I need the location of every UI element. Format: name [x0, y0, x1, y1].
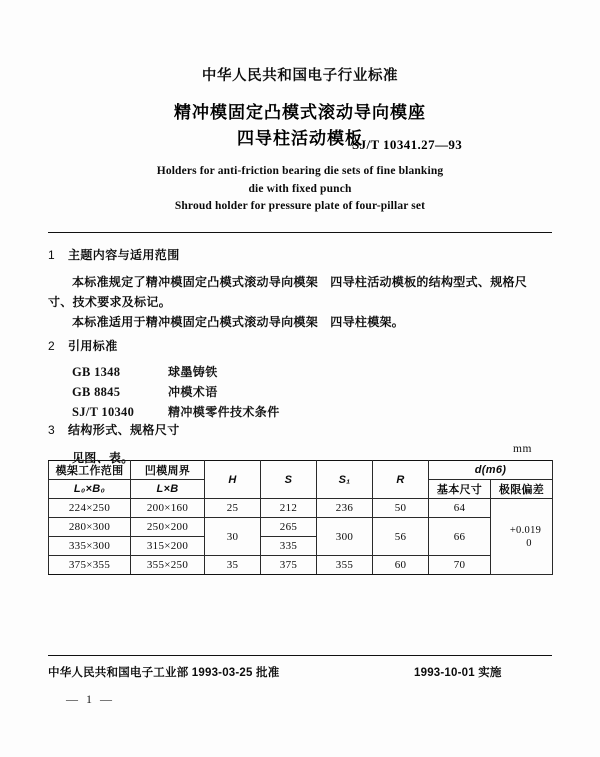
section-1-title: 主题内容与适用范围 [68, 248, 180, 262]
table-row [49, 499, 553, 518]
table-header-row-1 [49, 461, 553, 480]
standard-number: SJ/T 10341.27—93 [352, 137, 463, 152]
header-S: S [261, 461, 317, 499]
cell-S: 375 [261, 556, 317, 575]
reference-code: GB 1348 [72, 365, 121, 379]
cell-R: 50 [373, 499, 429, 518]
footer-approval-text: 中华人民共和国电子工业部 1993-03-25 批准 [48, 667, 280, 679]
section-3-number: 3 [48, 423, 56, 437]
footer-effective-date: 1993-10-01 实施 [414, 667, 502, 679]
header-divider-rule [48, 232, 552, 233]
page-title [0, 100, 600, 152]
english-title-line-1: Holders for anti-friction bearing die sets of fine blanking [156, 165, 444, 177]
reference-code: SJ/T 10340 [72, 405, 135, 419]
cell-H: 35 [205, 556, 261, 575]
table-row [49, 556, 553, 575]
list-item [72, 362, 280, 382]
tolerance-upper: +0.019 [509, 524, 542, 536]
header-d-deviation: 极限偏差 [491, 480, 553, 499]
english-title-line-2: die with fixed punch [248, 182, 352, 195]
cell-work-range: 375×355 [49, 556, 131, 575]
tolerance-lower: 0 [526, 537, 532, 549]
reference-name: 球墨铸铁 [168, 365, 218, 379]
reference-name: 冲模术语 [168, 385, 218, 399]
header-S1: S₁ [317, 461, 373, 499]
cell-die-outline: 315×200 [131, 537, 205, 556]
list-item [72, 402, 280, 422]
cell-S: 212 [261, 499, 317, 518]
cell-R: 60 [373, 556, 429, 575]
section-3-title: 结构形式、规格尺寸 [68, 423, 180, 437]
header-R: R [373, 461, 429, 499]
cell-S: 335 [261, 537, 317, 556]
issuing-organization: 中华人民共和国电子行业标准 [201, 68, 399, 84]
title-line-2: 四导柱活动模板 [237, 129, 363, 148]
english-title-line-3: Shroud holder for pressure plate of four-pillar set [174, 200, 426, 212]
cell-S1: 236 [317, 499, 373, 518]
cell-H: 25 [205, 499, 261, 518]
referenced-standards-list [72, 362, 280, 422]
section-3-heading [48, 421, 180, 438]
section-1-paragraph-2: 本标准适用于精冲模固定凸模式滚动导向模架 四导柱模架。 [72, 315, 405, 329]
list-item [72, 382, 280, 402]
cell-d-basic: 66 [429, 518, 491, 556]
cell-work-range: 224×250 [49, 499, 131, 518]
english-title [0, 163, 600, 216]
title-line-1: 精冲模固定凸模式滚动导向模座 [174, 103, 426, 122]
cell-S1: 355 [317, 556, 373, 575]
section-2-title: 引用标准 [68, 339, 118, 353]
cell-die-outline: 250×200 [131, 518, 205, 537]
section-2-number: 2 [48, 339, 56, 353]
specification-table-wrapper [48, 460, 552, 575]
table-unit-label: mm [513, 443, 532, 455]
header-H: H [205, 461, 261, 499]
header-die-outline-symbol: L×B [131, 480, 205, 499]
cell-R: 56 [373, 518, 429, 556]
cell-S1: 300 [317, 518, 373, 556]
specification-table [48, 460, 553, 575]
header-die-outline: 凹模周界 [131, 461, 205, 480]
header-work-range: 模架工作范围 [49, 461, 131, 480]
cell-S: 265 [261, 518, 317, 537]
cell-H: 30 [205, 518, 261, 556]
cell-die-outline: 355×250 [131, 556, 205, 575]
section-1-heading [48, 246, 180, 263]
cell-work-range: 280×300 [49, 518, 131, 537]
header-d-basic: 基本尺寸 [429, 480, 491, 499]
section-2-heading [48, 337, 118, 354]
footer-divider-rule [48, 655, 552, 656]
reference-code: GB 8845 [72, 385, 121, 399]
table-row [49, 518, 553, 537]
reference-name: 精冲模零件技术条件 [168, 405, 280, 419]
page-number: — 1 — [66, 692, 115, 706]
section-1-number: 1 [48, 248, 56, 262]
header-work-range-symbol: L₀×B₀ [49, 480, 131, 499]
cell-die-outline: 200×160 [131, 499, 205, 518]
cell-d-basic: 70 [429, 556, 491, 575]
section-1-paragraph-1: 本标准规定了精冲模固定凸模式滚动导向模架 四导柱活动模板的结构型式、规格尺寸、技术要求及标记。 [48, 275, 528, 309]
cell-work-range: 335×300 [49, 537, 131, 556]
section-3-paragraph-1: 见图、表。 [72, 451, 134, 465]
cell-d-deviation [491, 499, 553, 575]
header-d-group: d(m6) [429, 461, 553, 480]
cell-d-basic: 64 [429, 499, 491, 518]
